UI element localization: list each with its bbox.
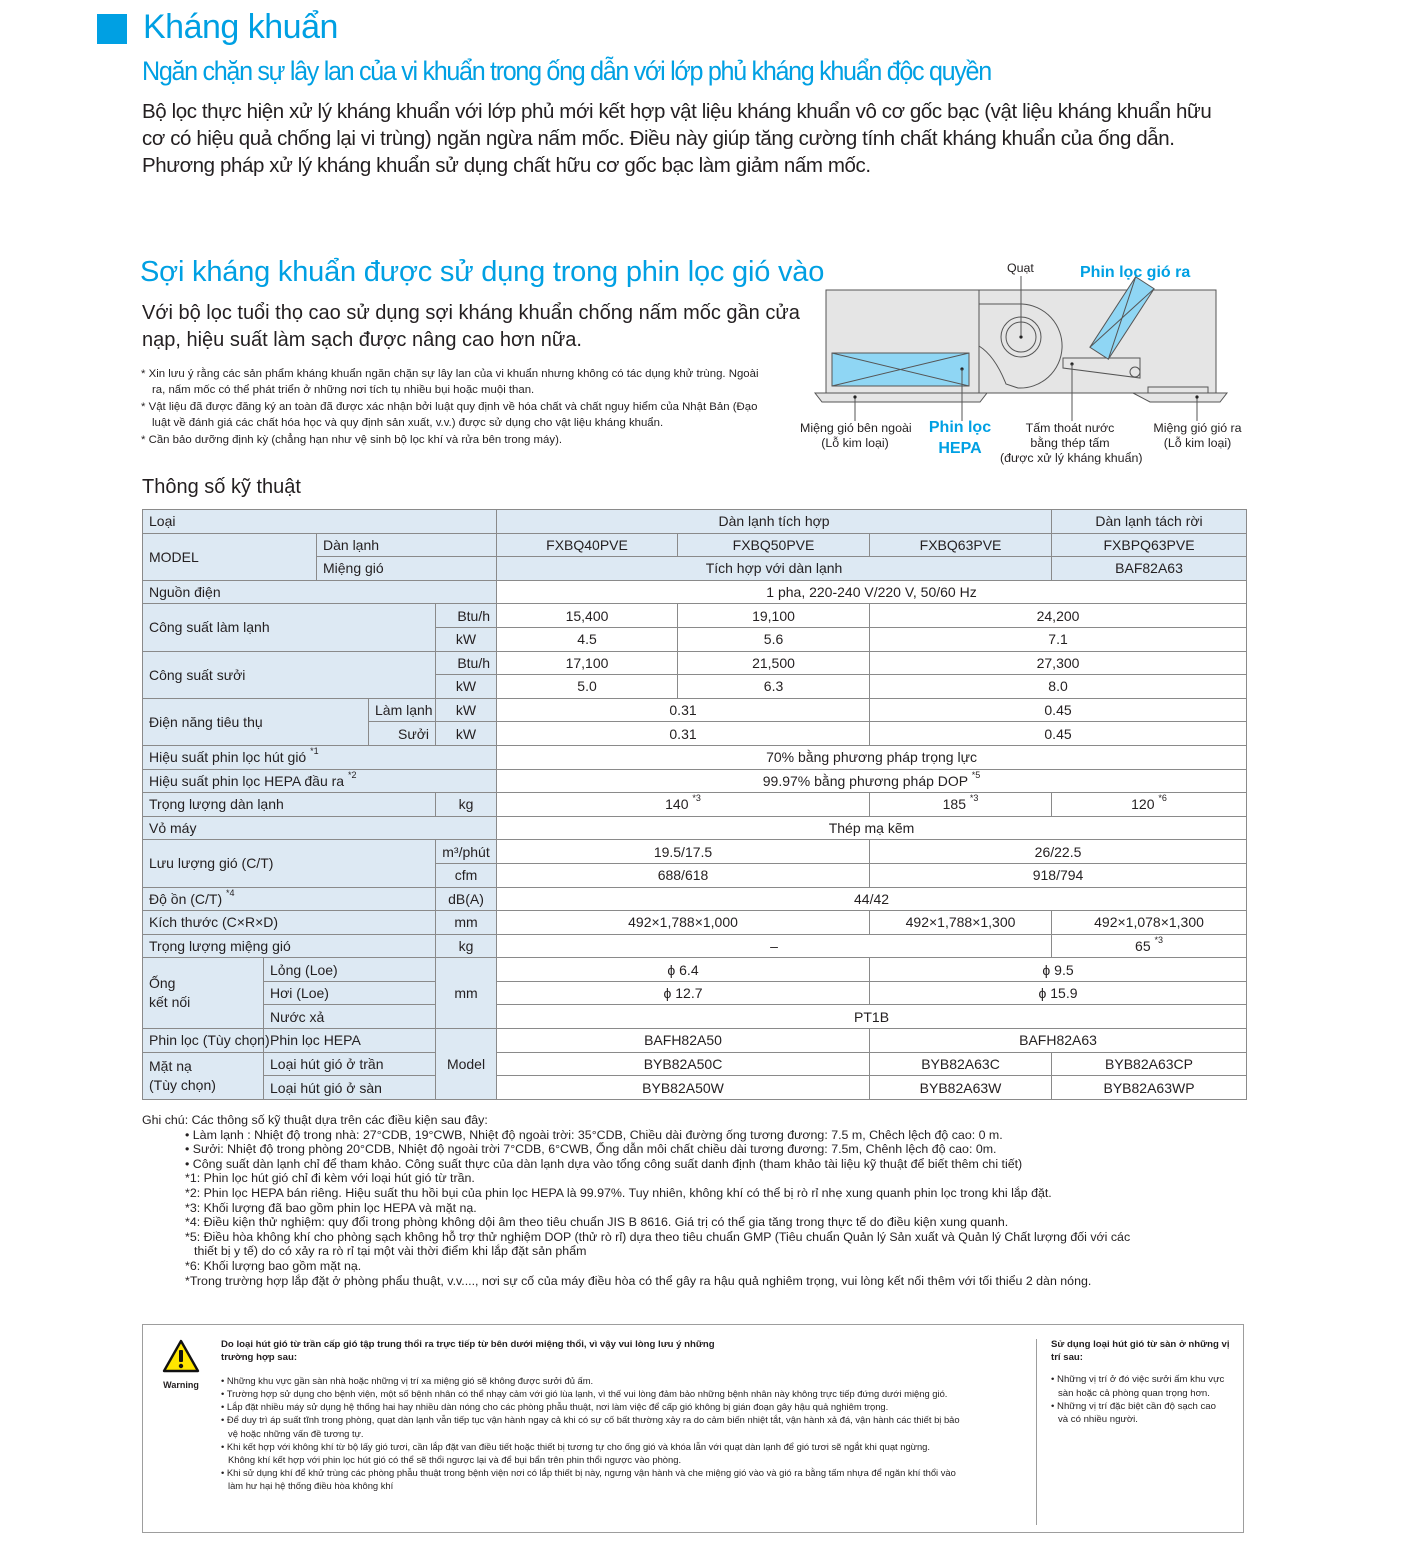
value-text: 140 (665, 796, 689, 813)
row-label: Dàn lạnh (317, 533, 497, 557)
fan-label: Quạt (1007, 261, 1034, 275)
warning-item: • Lắp đặt nhiều máy sử dụng hệ thống hai hay nhiều dàn nóng cho các phòng phẫu thuật, nơi làm việc để cấp gió không bị gián đoạn gây hậu quả nghiêm trọng. (221, 1401, 889, 1413)
hepa-filter-label (925, 417, 995, 459)
table-row (143, 769, 1247, 793)
value-cell: 5.6 (678, 627, 870, 651)
row-label: Phin lọc (Tùy chọn) (143, 1029, 264, 1053)
warning-item: vệ hoặc những vấn đề tương tự. (228, 1427, 364, 1439)
heading-line: trường hợp sau: (221, 1352, 298, 1364)
unit-cell: kW (436, 627, 497, 651)
unit-cell: Btu/h (436, 604, 497, 628)
row-sublabel: Làm lạnh (369, 698, 436, 722)
value-cell: 6.3 (678, 675, 870, 699)
row-label: MODEL (143, 533, 317, 580)
paragraph-line: nạp, hiệu suất làm sạch được nâng cao hơn nữa. (142, 329, 582, 351)
note-line: * Vật liệu đã được đăng ký an toàn đã được xác nhận bởi luật quy định về hóa chất và chất nguy hiểm của Nhật Bản (Đạo (141, 400, 758, 413)
unit-cell: mm (436, 958, 497, 1029)
table-row (143, 958, 1247, 982)
unit-cell: kW (436, 722, 497, 746)
table-row (143, 651, 1247, 675)
value-cell: BAFH82A50 (497, 1029, 870, 1053)
footnote-ref: *5 (971, 769, 981, 780)
row-sublabel: Lỏng (Loe) (264, 958, 436, 982)
row-label: Miệng gió (317, 557, 497, 581)
value-cell: Thép mạ kẽm (497, 816, 1247, 840)
footnote-note: *5: Điều hòa không khí cho phòng sạch không hỗ trợ thử nghiệm DOP (thử rò rỉ) dựa theo tiêu chuẩn GMP (Tiêu chuẩn Quản lý Sản xuất và Quản lý Chất lượng đối với các (185, 1229, 1131, 1244)
value-cell: ϕ 6.4 (497, 958, 870, 982)
footnote-note: *3: Khối lượng đã bao gồm phin lọc HEPA và mặt nạ. (185, 1200, 477, 1215)
row-label: Nguồn điện (143, 580, 497, 604)
note-line: * Cần bảo dưỡng định kỳ (chẳng hạn như vệ sinh bộ lọc khí và rửa bên trong máy). (141, 433, 563, 446)
footnote-note: *Trong trường hợp lắp đặt ở phòng phẩu thuật, v.v...., nơi sự cố của máy điều hòa có thể gây ra hậu quả nghiêm trọng, vui lòng kết nối thêm với tối thiểu 2 dàn nóng. (185, 1273, 1092, 1288)
unit-cell: Model (436, 1029, 497, 1100)
footnote-bullet: • Sưởi: Nhiệt độ trong phòng 20°CDB, Nhiệt độ ngoài trời 7°CDB, 6°CWB, Ống dẫn môi chất chiều dài tương đương: 7.5m, Chênh lệch độ cao: 0m. (185, 1142, 997, 1157)
warning-item: làm hư hại hệ thống điều hòa không khí (228, 1480, 394, 1492)
table-row (143, 1052, 1247, 1076)
warning-item: Không khí kết hợp với phin lọc hút gió có thể sẽ thổi ngược lại và để bụi bẩn trên phin thổi ngược vào phòng. (228, 1454, 682, 1466)
warning-icon-block (161, 1339, 201, 1399)
unit-cell: Btu/h (436, 651, 497, 675)
label-line: HEPA (938, 440, 982, 457)
warning-text (221, 1338, 1021, 1493)
header-cell: Dàn lạnh tích hợp (497, 510, 1052, 534)
value-cell: 0.31 (497, 722, 870, 746)
unit-diagram (790, 256, 1250, 476)
value-cell: BYB82A63CP (1052, 1052, 1247, 1076)
label-line: Tấm thoát nước (1025, 421, 1115, 435)
header-cell: Dàn lạnh tách rời (1052, 510, 1247, 534)
row-label (143, 1052, 264, 1099)
footnote-bullet: • Công suất dàn lạnh chỉ để tham khảo. Công suất thực của dàn lạnh dựa vào tổng công suất danh định (tham khảo tài liệu kỹ thuật để biết thêm chi tiết) (185, 1156, 1023, 1171)
row-sublabel: Loại hút gió ở sàn (264, 1076, 436, 1100)
value-cell: 0.45 (870, 698, 1247, 722)
label-line: bằng thép tấm (1030, 436, 1110, 450)
footnote-ref: *2 (347, 769, 357, 780)
inlet-grille-label (800, 421, 910, 451)
table-row (143, 1029, 1247, 1053)
label-line: Ống (149, 975, 176, 992)
heading-line: trí sau: (1051, 1352, 1083, 1364)
value-cell: ϕ 9.5 (870, 958, 1247, 982)
value-cell: 4.5 (497, 627, 678, 651)
value-cell (1052, 934, 1247, 958)
label-line: Miệng gió bên ngoài (800, 421, 912, 435)
unit-cell: kg (436, 934, 497, 958)
drain-pan-label (1000, 421, 1143, 466)
row-sublabel: Hơi (Loe) (264, 981, 436, 1005)
spec-footnotes (142, 1113, 1252, 1288)
label-line: (Lỗ kim loại) (1163, 436, 1232, 450)
value-cell: 0.45 (870, 722, 1247, 746)
value-cell: ϕ 15.9 (870, 981, 1247, 1005)
row-label: Điện năng tiêu thụ (143, 698, 369, 745)
value-cell: 26/22.5 (870, 840, 1247, 864)
value-cell: 492×1,788×1,000 (497, 911, 870, 935)
footnote-bullet: • Làm lạnh : Nhiệt độ trong nhà: 27°CDB, 19°CWB, Nhiệt độ ngoài trời: 35°CDB, Chiều dài đường ống tương đương: 7.5 m, Chêch lệch độ cao: 0 m. (185, 1127, 1003, 1142)
value-cell: 688/618 (497, 863, 870, 887)
value-cell: 27,300 (870, 651, 1247, 675)
section-subtitle: Ngăn chặn sự lây lan của vi khuẩn trong ống dẫn với lớp phủ kháng khuẩn độc quyền (142, 56, 991, 86)
model-cell: FXBPQ63PVE (1052, 533, 1247, 557)
value-cell: 1 pha, 220-240 V/220 V, 50/60 Hz (497, 580, 1247, 604)
footnote-intro: Ghi chú: Các thông số kỹ thuật dựa trên các điều kiện sau đây: (142, 1113, 488, 1127)
warning-box (142, 1324, 1244, 1533)
value-cell: BYB82A63C (870, 1052, 1052, 1076)
fiber-paragraph (142, 300, 800, 354)
value-cell (497, 793, 870, 817)
heading-line: Sử dụng loại hút gió từ sàn ở những vị (1051, 1339, 1230, 1350)
unit-cell: dB(A) (436, 887, 497, 911)
value-cell: BYB82A63W (870, 1076, 1052, 1100)
value-cell: 15,400 (497, 604, 678, 628)
footnote-note: *2: Phin lọc HEPA bán riêng. Hiệu suất thu hồi bụi của phin lọc HEPA là 99.97%. Tuy nhiên, không khí có thể bị rò rỉ nhẹ xung quanh phin lọc trong khi lắp đặt. (185, 1185, 1052, 1200)
warning-label: Warning (163, 1380, 199, 1390)
table-row (143, 580, 1247, 604)
value-cell: BAF82A63 (1052, 557, 1247, 581)
side-item: • Những vị trí ở đó việc sưởi ấm khu vực (1051, 1374, 1225, 1386)
spec-title: Thông số kỹ thuật (142, 476, 301, 498)
value-cell: 17,100 (497, 651, 678, 675)
table-row (143, 981, 1247, 1005)
value-cell: – (497, 934, 1052, 958)
row-label (143, 958, 264, 1029)
footnote-note: thiết bị y tế) do có xảy ra rò rỉ tại một vài thời điểm khi lắp đặt sản phẩm (194, 1244, 587, 1259)
side-item: và có nhiều người. (1058, 1414, 1138, 1426)
row-label: Vỏ máy (143, 816, 497, 840)
value-cell: Tích hợp với dàn lạnh (497, 557, 1052, 581)
footnote-ref: *6 (1158, 793, 1167, 804)
warning-heading (221, 1338, 1021, 1365)
fiber-notes (141, 366, 811, 448)
table-row (143, 934, 1247, 958)
row-label: Trọng lượng dàn lạnh (143, 793, 436, 817)
value-cell: 7.1 (870, 627, 1247, 651)
label-line: kết nối (149, 994, 191, 1011)
row-label: Lưu lượng gió (C/T) (143, 840, 436, 887)
label-line: Mặt nạ (149, 1057, 192, 1074)
model-cell: FXBQ50PVE (678, 533, 870, 557)
value-cell: 19.5/17.5 (497, 840, 870, 864)
value-cell: 492×1,078×1,300 (1052, 911, 1247, 935)
side-item: • Những vị trí đặc biệt cần độ sạch cao (1051, 1400, 1216, 1412)
label-line: (Lỗ kim loại) (821, 436, 889, 450)
footnote-ref: *4 (226, 887, 235, 898)
section-paragraph (142, 98, 1252, 179)
row-sublabel: Loại hút gió ở trần (264, 1052, 436, 1076)
warning-item: • Để duy trì áp suất tĩnh trong phòng, quạt dàn lạnh vẫn tiếp tục vận hành ngay cả khi có sự cố bất thường xảy ra do cảm biến nhiệt tắt, vận hành xả đá, vận hành các thiết bị bảo (221, 1414, 960, 1426)
value-cell (1052, 793, 1247, 817)
heading-line: Do loại hút gió từ trần cấp gió tập trung thổi ra trực tiếp từ bên dưới miệng thổi, vì vậy vui lòng lưu ý những (221, 1339, 715, 1350)
paragraph-line: Bộ lọc thực hiện xử lý kháng khuẩn với lớp phủ mới kết hợp vật liệu kháng khuẩn vô cơ gốc bạc (vật liệu kháng khuẩn hữu (142, 100, 1212, 123)
model-cell: FXBQ63PVE (870, 533, 1052, 557)
unit-cell: kW (436, 675, 497, 699)
value-text: 65 (1135, 937, 1151, 954)
unit-cell: cfm (436, 863, 497, 887)
row-sublabel: Phin lọc HEPA (264, 1029, 436, 1053)
footnote-note: *4: Điều kiện thử nghiệm: quy đổi trong phòng không dội âm theo tiêu chuẩn JIS B 8616. Giá trị có thể gia tăng trong thực tế do điều kiện xung quanh. (185, 1215, 1009, 1230)
row-label (143, 745, 497, 769)
unit-cell: m³/phút (436, 840, 497, 864)
label-text: Độ ồn (C/T) (149, 890, 223, 907)
row-label: Kích thước (C×R×D) (143, 911, 436, 935)
label-line: (được xử lý kháng khuẩn) (1000, 451, 1143, 465)
table-row (143, 510, 1247, 534)
unit-cell: kg (436, 793, 497, 817)
warning-item: • Khi sử dụng khí để khử trùng các phòng phẫu thuật trong bệnh viện nơi có lắp thiết bị này, ngưng vận hành và che miệng gió vào và gió ra bằng tấm nhựa để ngăn khí thổi vào (221, 1467, 956, 1479)
floor-suction-note (1051, 1338, 1241, 1426)
table-row (143, 1005, 1247, 1029)
footnote-ref: *3 (969, 793, 979, 804)
side-item: sàn hoặc cả phòng quan trọng hơn. (1058, 1387, 1210, 1399)
warning-item: • Những khu vực gần sàn nhà hoặc những vị trí xa miệng gió sẽ không được sưởi đủ ấm. (221, 1374, 594, 1386)
footnote-ref: *3 (1154, 934, 1164, 945)
table-row (143, 698, 1247, 722)
footnote-note: *1: Phin lọc hút gió chỉ đi kèm với loại hút gió từ trần. (185, 1171, 475, 1186)
row-sublabel: Sưởi (369, 722, 436, 746)
value-cell: 918/794 (870, 863, 1247, 887)
fiber-title: Sợi kháng khuẩn được sử dụng trong phin lọc gió vào (140, 256, 825, 288)
row-label (143, 769, 497, 793)
table-row (143, 816, 1247, 840)
row-label (143, 887, 436, 911)
row-label: Trọng lượng miệng gió (143, 934, 436, 958)
note-line: luật về đánh giá các chất hóa học và quy định sản xuất, v.v.) được sử dụng cho vật liệu kháng khuẩn. (152, 417, 664, 430)
model-cell: FXBQ40PVE (497, 533, 678, 557)
footnote-note: *6: Khối lượng bao gồm mặt nạ. (185, 1258, 362, 1273)
table-row (143, 840, 1247, 864)
value-text: 99.97% bằng phương pháp DOP (762, 772, 968, 789)
warning-item: • Khi kết hợp với không khí từ bộ lấy gió tươi, cần lắp đặt van điều tiết hoặc thiết bị tương tự cho ống gió và khóa lẫn với quạt dàn lạnh để gió tươi sẽ ngắt khi quạt ngừng. (221, 1440, 930, 1452)
value-cell: 5.0 (497, 675, 678, 699)
value-text: 185 (942, 796, 966, 813)
warning-triangle-icon (162, 1339, 200, 1373)
value-cell: 24,200 (870, 604, 1247, 628)
row-sublabel: Nước xả (264, 1005, 436, 1029)
row-label: Loại (143, 510, 497, 534)
warning-item: • Trường hợp sử dụng cho bệnh viện, một số bệnh nhân có thể nhạy cảm với gió lùa lạnh, vì thế vui lòng đảm bảo những bệnh nhân này không trực tiếp đứng dưới miệng gió. (221, 1388, 948, 1400)
value-cell: 21,500 (678, 651, 870, 675)
table-row (143, 745, 1247, 769)
row-label: Công suất làm lạnh (143, 604, 436, 651)
table-row (143, 1076, 1247, 1100)
value-cell: PT1B (497, 1005, 1247, 1029)
warning-divider (1036, 1339, 1037, 1525)
table-row (143, 911, 1247, 935)
value-cell: BYB82A63WP (1052, 1076, 1247, 1100)
outlet-filter-label: Phin lọc gió ra (1080, 264, 1191, 281)
label-line: (Tùy chọn) (149, 1076, 216, 1093)
outlet-grille-label (1145, 421, 1250, 451)
table-row (143, 793, 1247, 817)
paragraph-line: cơ có hiệu quả chống lại vi trùng) ngăn ngừa nấm mốc. Điều này giúp tăng cường tính chất kháng khuẩn của ống dẫn. (142, 127, 1175, 150)
section-marker-square (97, 14, 127, 44)
value-text: 120 (1131, 796, 1155, 813)
value-cell: BYB82A50C (497, 1052, 870, 1076)
value-cell: 70% bằng phương pháp trọng lực (497, 745, 1247, 769)
label-text: Hiệu suất phin lọc HEPA đầu ra (149, 772, 345, 789)
unit-cell: kW (436, 698, 497, 722)
value-cell: 492×1,788×1,300 (870, 911, 1052, 935)
footnote-ref: *3 (692, 793, 701, 804)
row-label: Công suất sưởi (143, 651, 436, 698)
value-cell: 0.31 (497, 698, 870, 722)
paragraph-line: Với bộ lọc tuổi thọ cao sử dụng sợi kháng khuẩn chống nấm mốc gần cửa (142, 302, 800, 324)
paragraph-line: Phương pháp xử lý kháng khuẩn sử dụng chất hữu cơ gốc bạc làm giảm nấm mốc. (142, 154, 871, 177)
table-row (143, 887, 1247, 911)
unit-cell: mm (436, 911, 497, 935)
value-cell: ϕ 12.7 (497, 981, 870, 1005)
table-row (143, 604, 1247, 628)
label-text: Hiệu suất phin lọc hút gió (149, 749, 307, 766)
value-cell: 8.0 (870, 675, 1247, 699)
value-cell: 19,100 (678, 604, 870, 628)
spec-table (142, 509, 1247, 1100)
label-line: Miệng gió gió ra (1153, 421, 1242, 435)
value-cell: BYB82A50W (497, 1076, 870, 1100)
value-cell: BAFH82A63 (870, 1029, 1247, 1053)
table-row (143, 533, 1247, 557)
note-line: ra, nấm mốc có thể phát triển ở những nơi tích tụ nhiều bụi hoặc muội than. (152, 384, 535, 397)
footnote-ref: *1 (310, 746, 319, 757)
label-line: Phin lọc (928, 419, 992, 436)
note-line: * Xin lưu ý rằng các sản phẩm kháng khuẩn ngăn chặn sự lây lan của vi khuẩn nhưng không có tác dụng khử trùng. Ngoài (141, 368, 759, 380)
side-heading (1051, 1338, 1241, 1364)
value-cell (870, 793, 1052, 817)
value-cell: 44/42 (497, 887, 1247, 911)
value-cell (497, 769, 1247, 793)
section-title: Kháng khuẩn (143, 8, 338, 46)
